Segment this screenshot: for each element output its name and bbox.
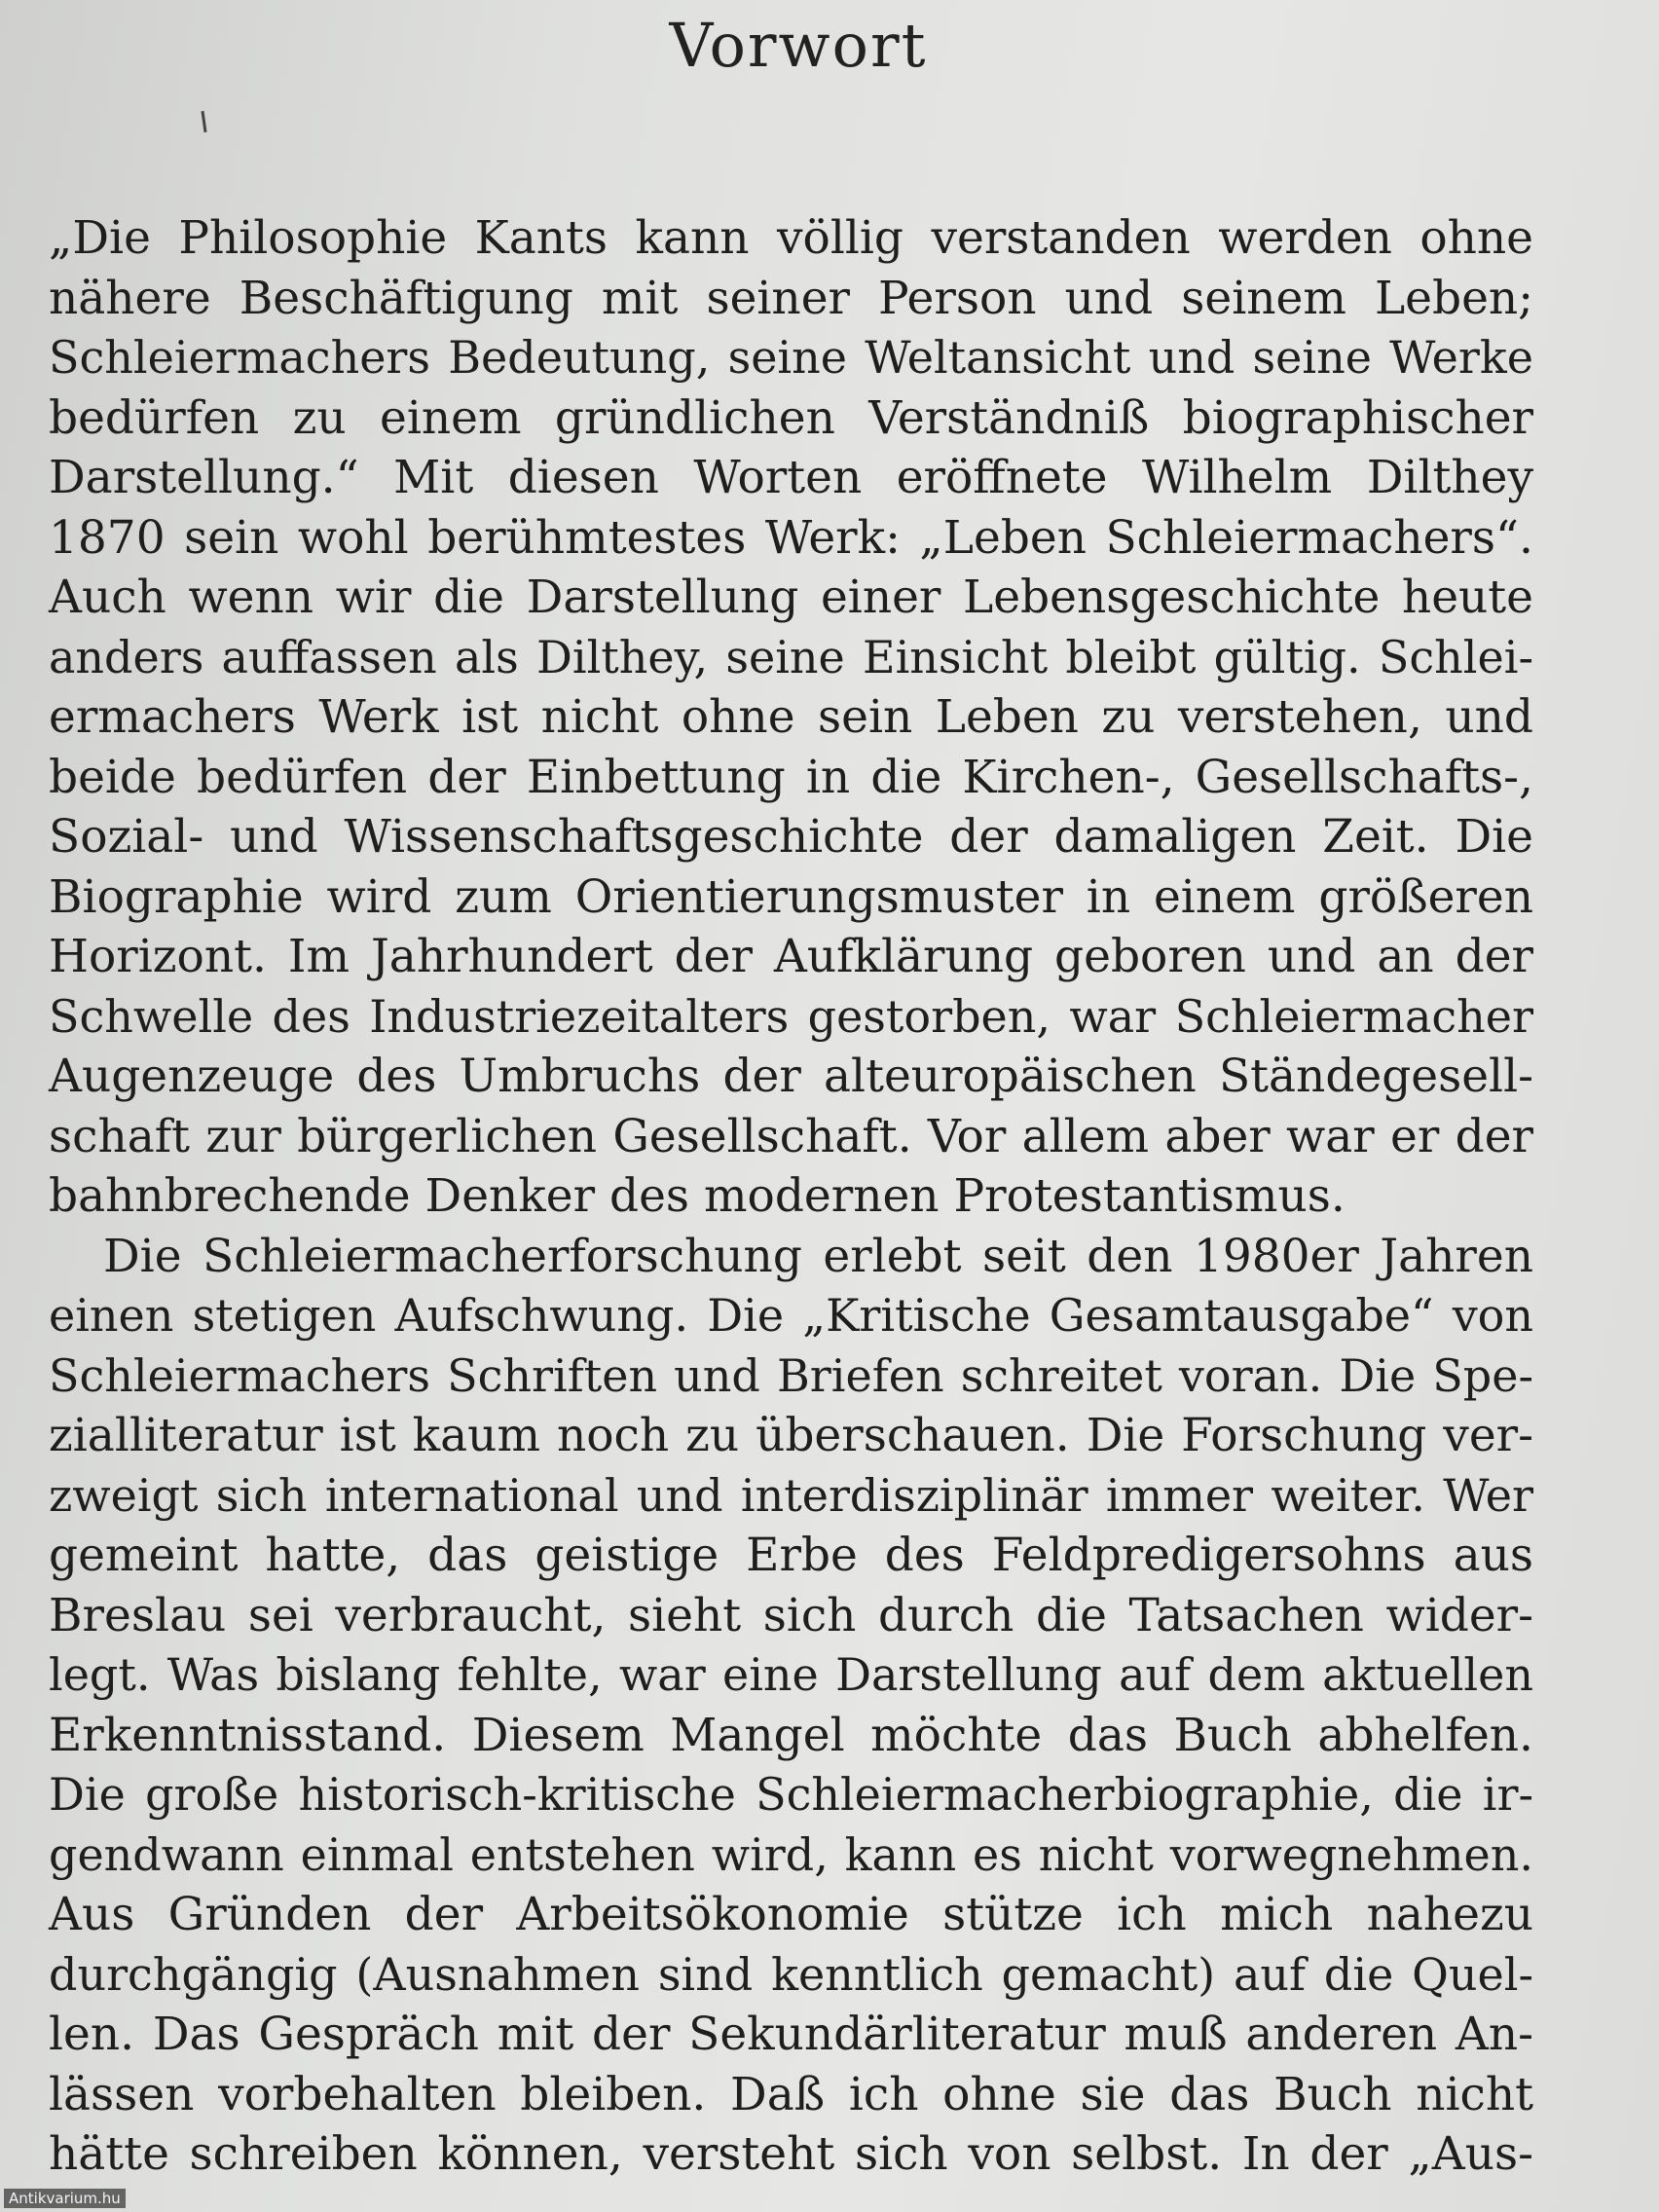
text-line: Auch wenn wir die Darstellung einer Lebensgeschichte heute	[49, 571, 1533, 624]
text-line: beide bedürfen der Einbettung in die Kirchen-, Gesellschafts-,	[49, 750, 1533, 804]
text-line: einen stetigen Aufschwung. Die „Kritische Gesamtausgabe“ von	[49, 1289, 1533, 1342]
text-line: Sozial- und Wissenschaftsgeschichte der damaligen Zeit. Die	[49, 810, 1533, 864]
paragraph-1	[49, 208, 1533, 1227]
text-line: bedürfen zu einem gründlichen Verständniß biographischer	[49, 390, 1533, 445]
text-line: Aus Gründen der Arbeitsökonomie stütze ich mich nahezu	[49, 1888, 1533, 1941]
text-line: ermachers Werk ist nicht ohne sein Leben zu verstehen, und	[49, 690, 1533, 744]
text-line: hätte schreiben können, versteht sich von selbst. In der „Aus-	[49, 2127, 1533, 2181]
text-line: Augenzeuge des Umbruchs der alteuropäischen Ständegesell-	[49, 1050, 1533, 1103]
text-line: anders auffassen als Dilthey, seine Einsicht bleibt gültig. Schlei-	[49, 630, 1533, 683]
chapter-title: Vorwort	[669, 10, 928, 81]
text-line: Darstellung.“ Mit diesen Worten eröffnete Wilhelm Dilthey	[49, 451, 1533, 504]
text-line: gemeint hatte, das geistige Erbe des Feldpredigersohns aus	[49, 1529, 1533, 1582]
text-line: Die Schleiermacherforschung erlebt seit den 1980er Jahren	[103, 1229, 1533, 1283]
text-line: bahnbrechende Denker des modernen Protestantismus.	[49, 1169, 1346, 1223]
text-line: Schleiermachers Schriften und Briefen schreitet voran. Die Spe-	[49, 1348, 1533, 1402]
text-line: durchgängig (Ausnahmen sind kenntlich gemacht) auf die Quel-	[49, 1947, 1533, 2001]
text-line: Erkenntnisstand. Diesem Mangel möchte das Buch abhelfen.	[49, 1708, 1533, 1762]
page-body	[49, 208, 1533, 2185]
text-line: gendwann einmal entstehen wird, kann es nicht vorwegnehmen.	[49, 1827, 1533, 1881]
text-line: Schwelle des Industriezeitalters gestorben, war Schleiermacher	[49, 989, 1533, 1043]
text-line: nähere Beschäftigung mit seiner Person und seinem Leben;	[49, 271, 1533, 325]
text-line: Breslau sei verbraucht, sieht sich durch die Tatsachen wider-	[49, 1588, 1533, 1642]
pencil-mark	[201, 111, 206, 132]
paragraph-2	[49, 1227, 1533, 2185]
text-line: legt. Was bislang fehlte, war eine Darstellung auf dem aktuellen	[49, 1648, 1533, 1701]
text-line: zweigt sich international und interdisziplinär immer weiter. Wer	[49, 1468, 1533, 1522]
text-line: Schleiermachers Bedeutung, seine Weltansicht und seine Werke	[49, 331, 1533, 384]
text-line: lässen vorbehalten bleiben. Daß ich ohne sie das Buch nicht	[49, 2067, 1533, 2121]
text-line: len. Das Gespräch mit der Sekundärliteratur muß anderen An-	[49, 2008, 1533, 2061]
text-line: 1870 sein wohl berühmtestes Werk: „Leben Schleiermachers“.	[49, 510, 1533, 565]
text-line: Biographie wird zum Orientierungsmuster in einem größeren	[49, 869, 1533, 924]
text-line: zialliteratur ist kaum noch zu überschauen. Die Forschung ver-	[49, 1409, 1533, 1462]
text-line: Horizont. Im Jahrhundert der Aufklärung geboren und an der	[49, 930, 1533, 983]
watermark-logo: Antikvarium.hu	[4, 2189, 126, 2208]
text-line: schaft zur bürgerlichen Gesellschaft. Vor allem aber war er der	[49, 1109, 1533, 1163]
text-line: Die große historisch-kritische Schleiermacherbiographie, die ir-	[49, 1768, 1533, 1821]
text-line: „Die Philosophie Kants kann völlig verstanden werden ohne	[49, 211, 1533, 265]
